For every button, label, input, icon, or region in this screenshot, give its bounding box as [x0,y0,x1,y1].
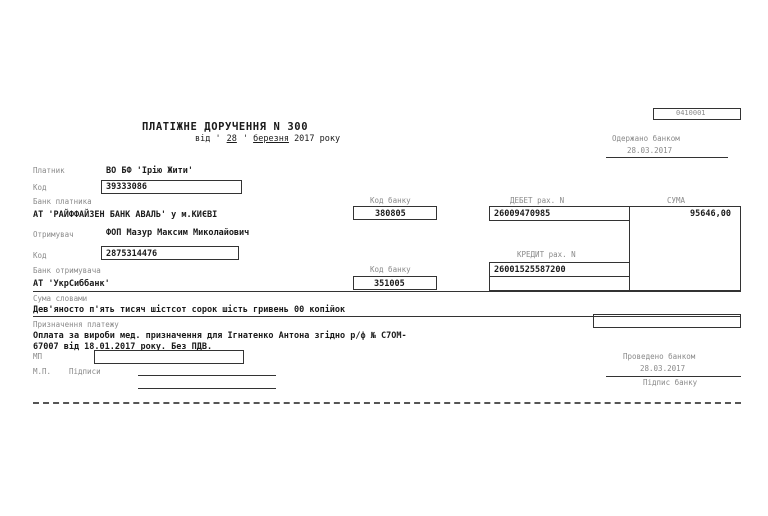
payer-bank-code-label: Код банку [370,196,411,205]
purpose-line-1: Оплата за вироби мед. призначення для Ігнатенко Антона згідно р/ф № С7ОМ- [33,331,407,341]
recipient-bank-label: Банк отримувача [33,266,101,275]
date-day: 28 [226,134,237,144]
debit-account: 26009470985 [494,209,551,219]
mp-box [94,350,244,364]
payer-name: ВО БФ 'Ірію Жити' [106,166,193,176]
mp-short-label: МП [33,352,43,361]
credit-account-box-2 [489,276,630,291]
credit-account: 26001525587200 [494,265,566,275]
section-divider [33,291,741,292]
amount-words-label: Сума словами [33,294,88,303]
mp-label: М.П. [33,367,52,376]
date-month: березня [253,134,289,144]
sum-value: 95646,00 [690,209,731,219]
recipient-bank-code: 351005 [374,279,405,289]
payer-label: Платник [33,166,65,175]
amount-words: Дев'яносто п'ять тисяч шістсот сорок шість гривень 00 копійок [33,305,346,315]
form-code: 0410001 [676,109,706,117]
signatures-label: Підписи [69,367,101,376]
received-underline [606,157,728,158]
signature-line-2 [138,388,276,389]
recipient-bank-code-label: Код банку [370,265,411,274]
sum-label: СУМА [667,196,686,205]
document-date: від ' 28 ' березня 2017 року [195,134,341,144]
recipient-code-label: Код [33,251,47,260]
purpose-line-2: 67007 від 18.01.2017 року. Без ПДВ. [33,342,213,352]
date-year: 2017 року [294,134,341,144]
processed-label: Проведено банком [623,352,696,361]
recipient-name: ФОП Мазур Максим Миколайович [106,228,250,238]
payer-bank-code: 380805 [375,209,406,219]
purpose-label: Призначення платежу [33,320,119,329]
payer-bank-label: Банк платника [33,197,92,206]
payer-code: 39333086 [106,182,147,192]
recipient-code: 2875314476 [106,249,158,259]
cut-line [33,402,741,404]
signature-line-1 [138,375,276,376]
received-date: 28.03.2017 [627,146,673,155]
received-label: Одержано банком [612,134,680,143]
bank-signature-label: Підпис банку [643,378,698,387]
recipient-label: Отримувач [33,230,74,239]
debit-label: ДЕБЕТ рах. N [510,196,565,205]
date-prefix: від [195,134,211,144]
document-title: ПЛАТІЖНЕ ДОРУЧЕННЯ N 300 [142,121,309,133]
processed-date: 28.03.2017 [640,364,686,373]
credit-label: КРЕДИТ рах. N [517,250,576,259]
payer-bank: АТ 'РАЙФФАЙЗЕН БАНК АВАЛЬ' у м.КИЄВІ [33,210,218,220]
processed-underline [606,376,741,377]
purpose-side-box [593,314,741,328]
payer-code-label: Код [33,183,47,192]
recipient-bank: АТ 'УкрСиббанк' [33,279,110,289]
